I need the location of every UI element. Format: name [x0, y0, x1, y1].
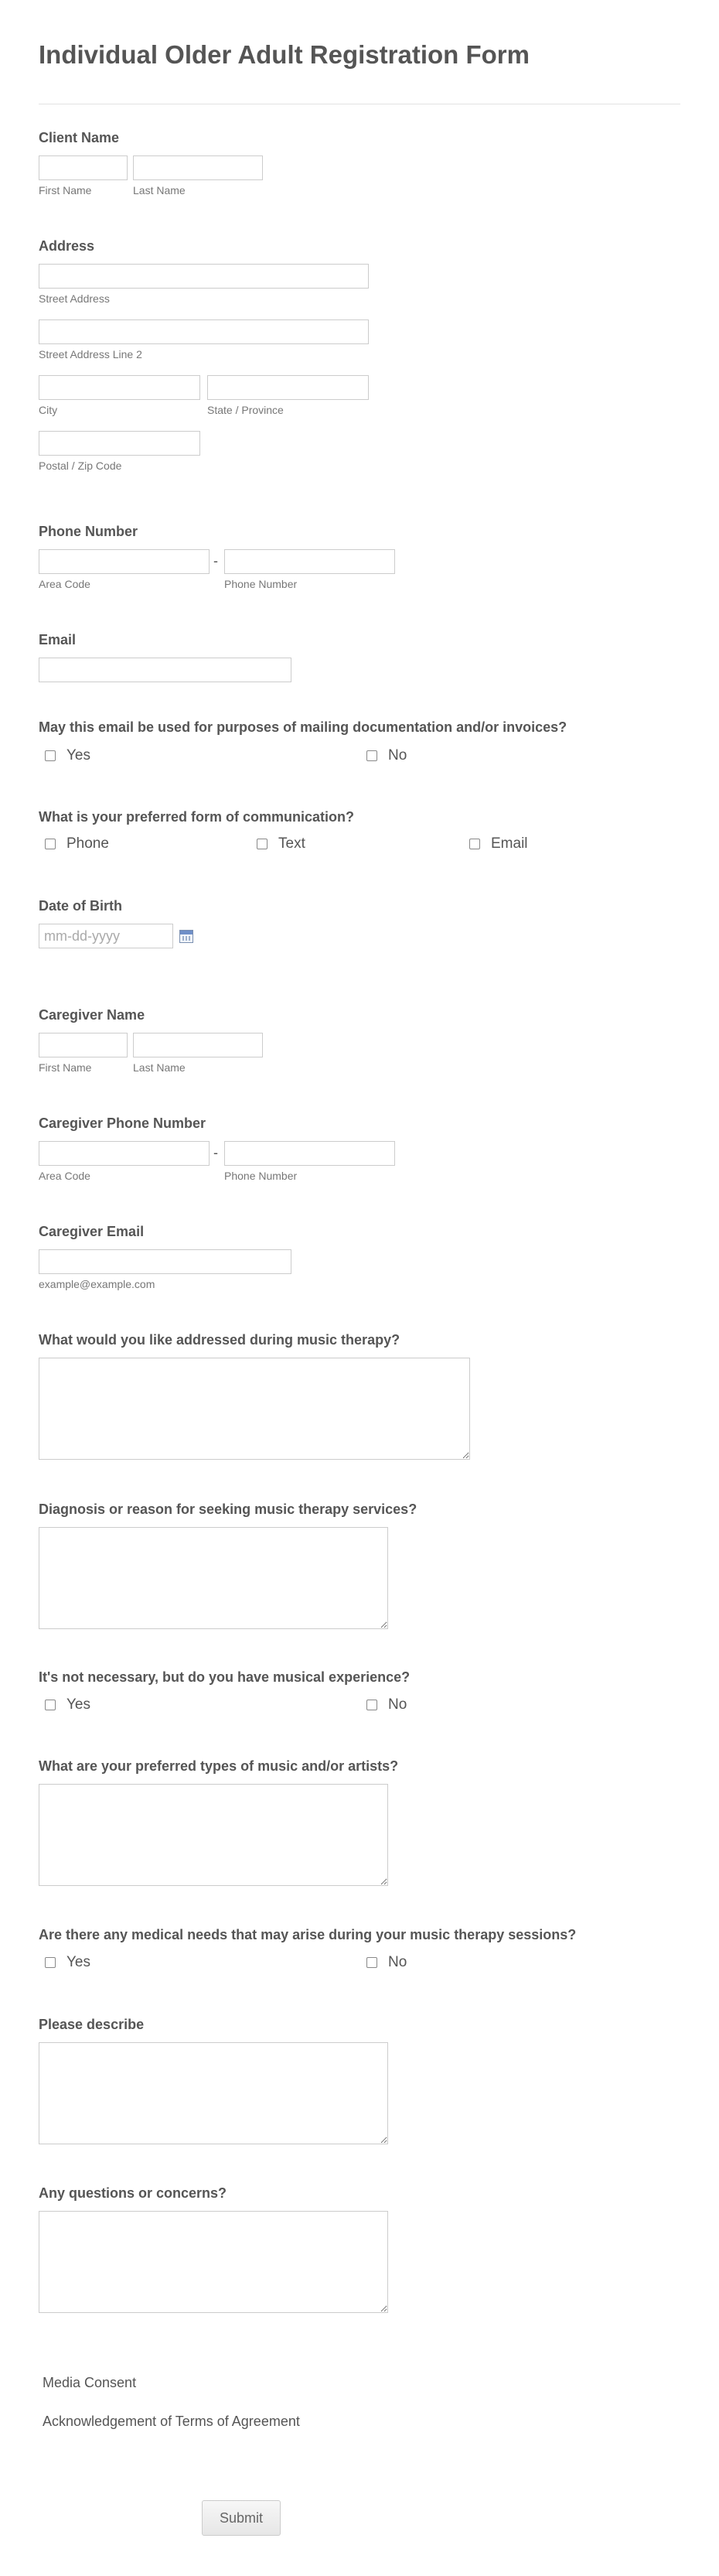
medical-needs-no-option[interactable]: No	[366, 1954, 407, 1971]
music-preferences-textarea[interactable]	[39, 1784, 388, 1886]
music-therapy-goals-textarea[interactable]	[39, 1358, 470, 1460]
medical-needs-yes-option[interactable]: Yes	[45, 1954, 90, 1971]
musical-experience-no-option[interactable]: No	[366, 1696, 407, 1713]
first-name-input[interactable]	[39, 155, 128, 180]
street-address-line2-input[interactable]	[39, 319, 369, 344]
diagnosis-question: Diagnosis or reason for seeking music therapy services?	[39, 1502, 417, 1517]
city-sublabel: City	[39, 404, 58, 416]
calendar-icon[interactable]	[179, 930, 193, 943]
caregiver-email-input[interactable]	[39, 1249, 291, 1274]
area-code-sublabel: Area Code	[39, 578, 90, 590]
postal-code-sublabel: Postal / Zip Code	[39, 460, 122, 472]
city-input[interactable]	[39, 375, 200, 400]
medical-needs-question: Are there any medical needs that may arise during your music therapy sessions?	[39, 1927, 577, 1942]
first-name-sublabel: First Name	[39, 184, 92, 196]
phone-separator: -	[213, 553, 218, 569]
caregiver-first-name-input[interactable]	[39, 1033, 128, 1057]
phone-number-label: Phone Number	[39, 524, 138, 539]
caregiver-first-name-sublabel: First Name	[39, 1061, 92, 1074]
communication-phone-option[interactable]: Phone	[45, 835, 109, 852]
email-consent-question: May this email be used for purposes of mailing documentation and/or invoices?	[39, 719, 567, 735]
musical-experience-yes-option[interactable]: Yes	[45, 1696, 90, 1713]
diagnosis-textarea[interactable]	[39, 1527, 388, 1629]
checkbox[interactable]	[45, 839, 56, 849]
address-label: Address	[39, 238, 95, 254]
please-describe-label: Please describe	[39, 2017, 145, 2032]
checkbox[interactable]	[257, 839, 267, 849]
caregiver-last-name-input[interactable]	[133, 1033, 263, 1057]
checkbox[interactable]	[45, 1700, 56, 1710]
email-label: Email	[39, 632, 77, 647]
caregiver-phone-number-sublabel: Phone Number	[224, 1170, 298, 1182]
caregiver-area-code-sublabel: Area Code	[39, 1170, 90, 1182]
form-title: Individual Older Adult Registration Form	[39, 40, 530, 69]
caregiver-phone-number-input[interactable]	[224, 1141, 395, 1166]
musical-experience-question: It's not necessary, but do you have musical experience?	[39, 1669, 411, 1685]
caregiver-phone-label: Caregiver Phone Number	[39, 1115, 206, 1131]
email-input[interactable]	[39, 658, 291, 682]
email-consent-no-option[interactable]: No	[366, 747, 407, 764]
postal-code-input[interactable]	[39, 431, 200, 456]
street-address-line2-sublabel: Street Address Line 2	[39, 348, 142, 360]
caregiver-last-name-sublabel: Last Name	[133, 1061, 186, 1074]
checkbox[interactable]	[45, 750, 56, 761]
communication-text-option[interactable]: Text	[257, 835, 305, 852]
submit-button[interactable]: Submit	[202, 2500, 281, 2536]
caregiver-email-sublabel: example@example.com	[39, 1278, 155, 1290]
phone-number-sublabel: Phone Number	[224, 578, 298, 590]
state-sublabel: State / Province	[207, 404, 284, 416]
last-name-input[interactable]	[133, 155, 263, 180]
last-name-sublabel: Last Name	[133, 184, 186, 196]
checkbox[interactable]	[469, 839, 480, 849]
communication-question: What is your preferred form of communication?	[39, 809, 355, 825]
terms-of-agreement-text: Acknowledgement of Terms of Agreement	[43, 2414, 300, 2429]
caregiver-phone-separator: -	[213, 1145, 218, 1160]
music-preferences-question: What are your preferred types of music and/or artists?	[39, 1758, 399, 1774]
client-name-label: Client Name	[39, 130, 120, 145]
phone-number-input[interactable]	[224, 549, 395, 574]
questions-concerns-textarea[interactable]	[39, 2211, 388, 2313]
street-address-input[interactable]	[39, 264, 369, 289]
checkbox[interactable]	[366, 1957, 377, 1968]
street-address-sublabel: Street Address	[39, 292, 110, 305]
caregiver-email-label: Caregiver Email	[39, 1224, 145, 1239]
questions-concerns-label: Any questions or concerns?	[39, 2185, 227, 2201]
checkbox[interactable]	[45, 1957, 56, 1968]
caregiver-name-label: Caregiver Name	[39, 1007, 145, 1023]
music-therapy-goals-question: What would you like addressed during music therapy?	[39, 1332, 400, 1348]
checkbox[interactable]	[366, 1700, 377, 1710]
communication-email-option[interactable]: Email	[469, 835, 528, 852]
please-describe-textarea[interactable]	[39, 2042, 388, 2144]
date-of-birth-label: Date of Birth	[39, 898, 122, 914]
media-consent-text: Media Consent	[43, 2375, 137, 2390]
state-input[interactable]	[207, 375, 369, 400]
date-of-birth-input[interactable]	[39, 924, 173, 948]
caregiver-area-code-input[interactable]	[39, 1141, 210, 1166]
checkbox[interactable]	[366, 750, 377, 761]
area-code-input[interactable]	[39, 549, 210, 574]
email-consent-yes-option[interactable]: Yes	[45, 747, 90, 764]
